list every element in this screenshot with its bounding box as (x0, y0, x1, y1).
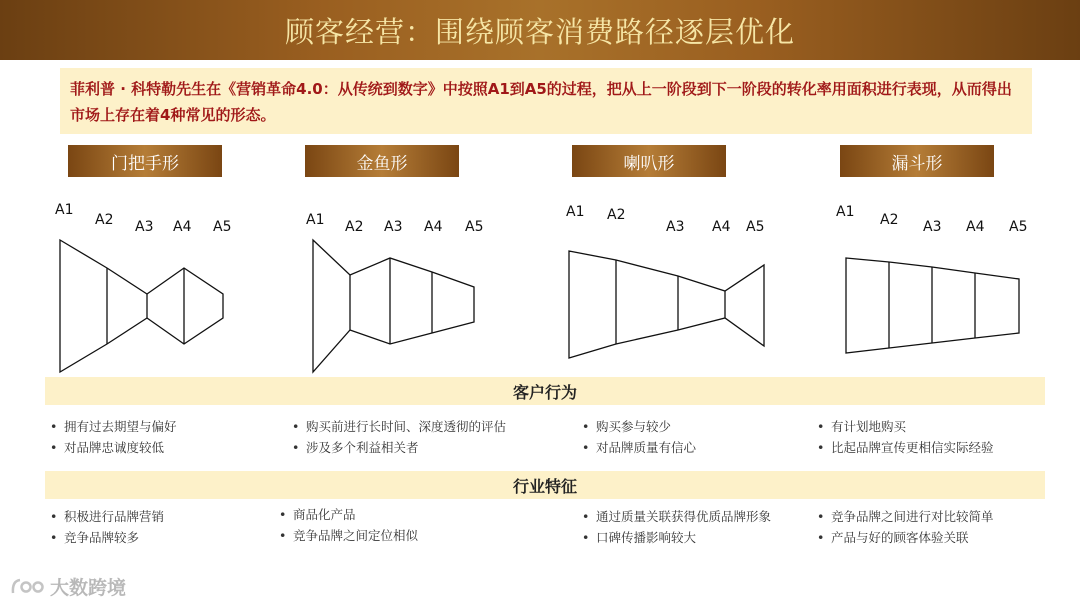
list-item: • 对品牌忠诚度较低 (48, 437, 288, 458)
doorknob-label-a3: A3 (135, 219, 154, 235)
trumpet-label-a5: A5 (746, 219, 765, 235)
funnel-label-a5: A5 (1009, 219, 1028, 235)
watermark (10, 573, 126, 600)
funnel-label-a1: A1 (836, 204, 855, 220)
section-header-industry: 行业特征 (45, 471, 1045, 499)
goldfish-label-a1: A1 (306, 212, 325, 228)
goldfish-outline (313, 240, 474, 372)
list-item: • 对品牌质量有信心 (580, 437, 820, 458)
list-item: • 商品化产品 (277, 504, 517, 525)
doorknob-label-a5: A5 (213, 219, 232, 235)
industry-list-doorknob (48, 506, 288, 548)
list-item: • 产品与好的顾客体验关联 (815, 527, 1055, 548)
list-item: • 竞争品牌之间定位相似 (277, 525, 517, 546)
list-item: • 比起品牌宣传更相信实际经验 (815, 437, 1055, 458)
section-header-behavior: 客户行为 (45, 377, 1045, 405)
trumpet-label-a4: A4 (712, 219, 731, 235)
funnel-label-a3: A3 (923, 219, 942, 235)
funnel-label-a4: A4 (966, 219, 985, 235)
watermark-logo-icon (10, 575, 46, 599)
funnel-label-a2: A2 (880, 212, 899, 228)
behavior-list-funnel (815, 416, 1055, 458)
goldfish-diagram (313, 240, 474, 372)
list-item: • 口碑传播影响较大 (580, 527, 820, 548)
list-item: • 积极进行品牌营销 (48, 506, 288, 527)
watermark-text: 大数跨境 (50, 577, 127, 599)
industry-list-funnel (815, 506, 1055, 548)
trumpet-label-a1: A1 (566, 204, 585, 220)
behavior-list-trumpet (580, 416, 820, 458)
industry-list-trumpet (580, 506, 820, 548)
doorknob-label-a4: A4 (173, 219, 192, 235)
shape-title-doorknob: 门把手形 (68, 145, 222, 177)
list-item: • 购买参与较少 (580, 416, 820, 437)
goldfish-label-a5: A5 (465, 219, 484, 235)
behavior-list-goldfish (290, 416, 530, 458)
behavior-list-doorknob (48, 416, 288, 458)
list-item: • 拥有过去期望与偏好 (48, 416, 288, 437)
goldfish-label-a2: A2 (345, 219, 364, 235)
trumpet-diagram (569, 251, 764, 358)
intro-text: 菲利普 · 科特勒先生在《营销革命4.0：从传统到数字》中按照A1到A5的过程，把从上一阶段到下一阶段的转化率用面积进行表现，从而得出市场上存在着4种常见的形态。 (60, 68, 1032, 134)
list-item: • 有计划地购买 (815, 416, 1055, 437)
doorknob-label-a2: A2 (95, 212, 114, 228)
list-item: • 竞争品牌较多 (48, 527, 288, 548)
doorknob-label-a1: A1 (55, 202, 74, 218)
list-item: • 竞争品牌之间进行对比较简单 (815, 506, 1055, 527)
goldfish-label-a4: A4 (424, 219, 443, 235)
list-item: • 购买前进行长时间、深度透彻的评估 (290, 416, 530, 437)
shape-title-goldfish: 金鱼形 (305, 145, 459, 177)
trumpet-label-a3: A3 (666, 219, 685, 235)
trumpet-label-a2: A2 (607, 207, 626, 223)
list-item: • 涉及多个利益相关者 (290, 437, 530, 458)
industry-list-goldfish (277, 504, 517, 546)
doorknob-diagram (60, 240, 223, 372)
shape-title-trumpet: 喇叭形 (572, 145, 726, 177)
doorknob-outline (60, 240, 223, 372)
funnel-diagram (846, 258, 1019, 353)
list-item: • 通过质量关联获得优质品牌形象 (580, 506, 820, 527)
trumpet-outline (569, 251, 764, 358)
shape-title-funnel: 漏斗形 (840, 145, 994, 177)
page-title: 顾客经营：围绕顾客消费路径逐层优化 (284, 14, 795, 49)
goldfish-label-a3: A3 (384, 219, 403, 235)
